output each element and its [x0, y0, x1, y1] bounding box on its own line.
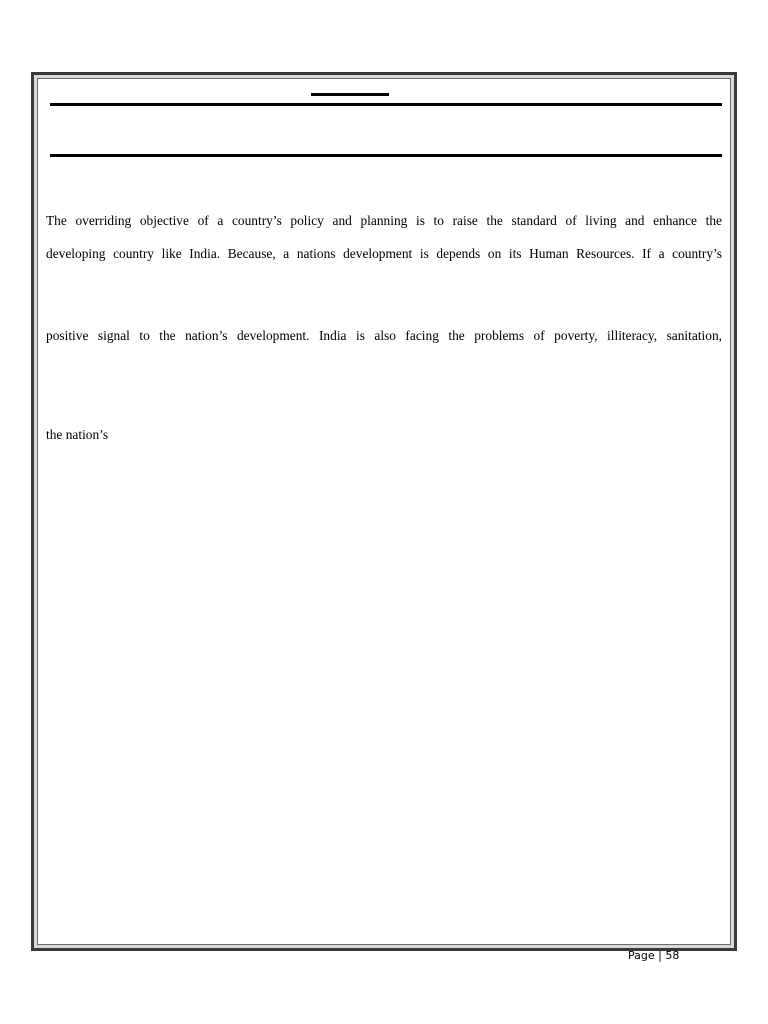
- header-rule-bottom: [50, 154, 722, 157]
- header-rule-top: [50, 103, 722, 106]
- body-text-line: the nation’s: [46, 427, 109, 442]
- body-text-line: positive signal to the nation’s development. India is also facing the problems of poverty, illiteracy, sanitation,: [46, 328, 722, 343]
- body-text-line: The overriding objective of a country’s policy and planning is to raise the standard of living and enhance the: [46, 213, 722, 228]
- page-border-inner: [37, 78, 731, 945]
- body-text-line: developing country like India. Because, a nations development is depends on its Human Resources. If a country’s: [46, 246, 722, 261]
- page-border: [31, 72, 737, 951]
- heading-underline: [311, 93, 389, 96]
- page-number: Page | 58: [628, 949, 680, 962]
